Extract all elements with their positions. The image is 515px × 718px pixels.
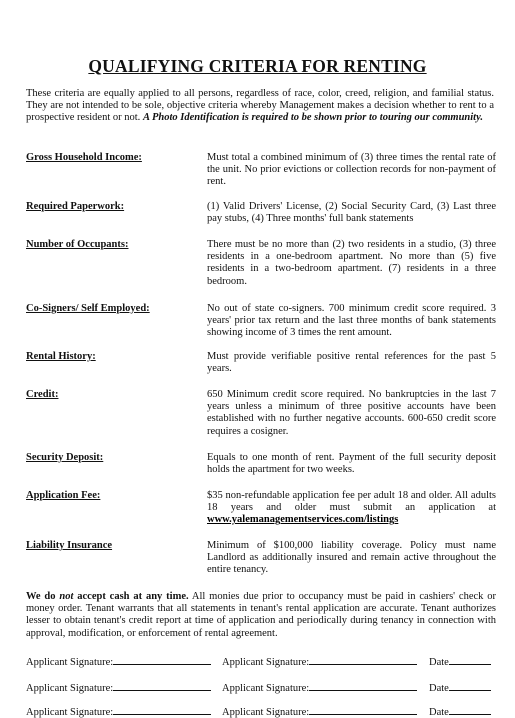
listings-link[interactable]: www.yalemanagementservices.com/listings (207, 514, 399, 526)
criteria-label: Application Fee: (26, 490, 101, 501)
date-field[interactable] (429, 654, 491, 668)
date-line[interactable] (449, 654, 491, 665)
criteria-label: Security Deposit: (26, 452, 104, 463)
applicant-signature-field[interactable] (222, 704, 417, 718)
criteria-label: Rental History: (26, 351, 96, 362)
signature-label: Applicant Signature: (26, 657, 114, 668)
criteria-label: Liability Insurance (26, 540, 113, 551)
criteria-label: Co-Signers/ Self Employed: (26, 303, 150, 314)
date-field[interactable] (429, 680, 491, 694)
signature-row (26, 654, 496, 668)
criteria-value: Must provide verifiable positive rental references for the past 5 years. (207, 351, 496, 375)
date-field[interactable] (429, 704, 491, 718)
cash-note-part: We do (26, 591, 60, 602)
cash-note-not: not (59, 591, 74, 602)
applicant-signature-field[interactable] (26, 654, 211, 668)
signature-row (26, 704, 496, 718)
signature-label: Applicant Signature: (222, 683, 310, 694)
payment-terms-paragraph (26, 591, 496, 640)
photo-id-note: A Photo Identification is required to be shown prior to touring our community. (142, 112, 483, 124)
signature-line[interactable] (113, 680, 211, 691)
signature-label: Applicant Signature: (222, 657, 310, 668)
applicant-signature-field[interactable] (222, 654, 417, 668)
signature-label: Applicant Signature: (26, 707, 114, 718)
criteria-value: Minimum of $100,000 liability coverage. Policy must name Landlord as additionally insured and remain active throughout the entire tenancy. (207, 540, 496, 576)
signature-label: Applicant Signature: (26, 683, 114, 694)
cash-note-part: accept cash at any time. (73, 591, 189, 602)
signature-line[interactable] (113, 704, 211, 715)
date-line[interactable] (449, 704, 491, 715)
signature-line[interactable] (309, 704, 417, 715)
criteria-value (207, 490, 496, 527)
application-fee-text: $35 non-refundable application fee per adult 18 and older. All adults 18 years and older must submit an application at (207, 490, 496, 514)
criteria-value: No out of state co-signers. 700 minimum credit score required. 3 years' prior tax return and the last three months of bank statements showing income of 3 times the rent amount. (207, 303, 496, 339)
date-line[interactable] (449, 680, 491, 691)
criteria-value: Equals to one month of rent. Payment of the full security deposit holds the apartment for two weeks. (207, 452, 496, 476)
date-label: Date (429, 707, 449, 718)
applicant-signature-field[interactable] (26, 680, 211, 694)
page-title: QUALIFYING CRITERIA FOR RENTING (88, 56, 427, 76)
criteria-label: Number of Occupants: (26, 239, 129, 250)
criteria-value: There must be no more than (2) two residents in a studio, (3) three residents in a one-bedroom apartment. No more than (5) five residents in a two-bedroom apartment. (7) residents in a three bedroom. (207, 239, 496, 287)
criteria-value: (1) Valid Drivers' License, (2) Social Security Card, (3) Last three pay stubs, (4) Three months' full bank statements (207, 201, 496, 225)
criteria-value: 650 Minimum credit score required. No bankruptcies in the last 7 years unless a minimum of three positive accounts have been established with no further negative accounts. 600-650 credit score requires a cosigner. (207, 389, 496, 437)
applicant-signature-field[interactable] (26, 704, 211, 718)
criteria-label: Credit: (26, 389, 59, 400)
criteria-value: Must total a combined minimum of (3) three times the rental rate of the unit. No prior evictions or collection records for non-payment of rent. (207, 152, 496, 188)
date-label: Date (429, 683, 449, 694)
date-label: Date (429, 657, 449, 668)
signature-line[interactable] (309, 654, 417, 665)
payment-terms-text: All monies due prior to occupancy must be paid in cashiers' check or money order. Tenant warrants that all statements in tenant's rental application are accurate. Tenant authorizes lesser to obtain tenant's credit report at time of application and periodically during tenancy in connection with approval, modification, or enforcement of rental agreement. (26, 591, 497, 639)
criteria-label: Gross Household Income: (26, 152, 142, 163)
cash-note-lead (26, 591, 189, 602)
signature-label: Applicant Signature: (222, 707, 310, 718)
signature-line[interactable] (309, 680, 417, 691)
criteria-label: Required Paperwork: (26, 201, 125, 212)
intro-paragraph (26, 88, 494, 125)
intro-text: These criteria are equally applied to all persons, regardless of race, color, creed, religion, and familial status. They are not intended to be sole, objective criteria whereby Management makes a decision whether to rent to a prospective resident or not. (26, 88, 494, 124)
signature-line[interactable] (113, 654, 211, 665)
signature-row (26, 680, 496, 694)
applicant-signature-field[interactable] (222, 680, 417, 694)
